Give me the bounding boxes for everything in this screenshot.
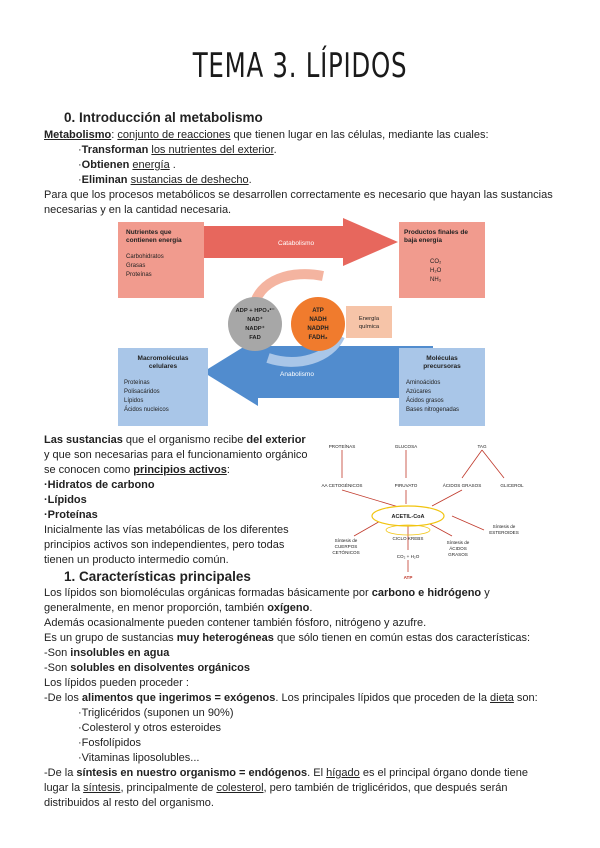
- s1-line-9: [44, 767, 528, 779]
- nutrients-title-1: Nutrientes que: [126, 229, 172, 236]
- fa-synth-3: GRASOS: [448, 552, 468, 557]
- high-energy-item: ATP: [312, 308, 324, 314]
- low-energy-item: FAD: [249, 335, 261, 341]
- bold-text: muy heterogéneas: [176, 632, 274, 644]
- product-item: CO₂: [430, 259, 442, 265]
- nutrient-item: Proteínas: [126, 272, 152, 278]
- underline-text: dieta: [490, 692, 514, 704]
- ketone-synth-1: Síntesis de: [334, 538, 358, 543]
- bullet: ·: [78, 174, 82, 186]
- text: y: [481, 587, 490, 599]
- nutrient-item: Carbohidratos: [126, 254, 164, 260]
- high-energy-item: NADPH: [307, 326, 329, 332]
- underline-text: síntesis: [83, 782, 121, 794]
- high-energy-circle: [291, 297, 345, 351]
- lipid-list-item: ·Colesterol y otros esteroides: [78, 722, 222, 734]
- pathway-line-1: Inicialmente las vías metabólicas de los diferentes: [44, 524, 289, 536]
- steroid-synth-2: ESTEROIDES: [489, 530, 519, 535]
- fa-synth-1: Síntesis de: [446, 540, 470, 545]
- node-tag: TAG: [477, 444, 487, 449]
- principle-item: ·Hidratos de carbono: [44, 479, 155, 491]
- product-item: H₂O: [430, 268, 442, 274]
- macro-item: Proteínas: [124, 380, 150, 386]
- acetyl-coa-diagram: [312, 440, 552, 582]
- section-0-heading: 0. Introducción al metabolismo: [64, 110, 263, 125]
- s1-line-5: [44, 647, 169, 659]
- text: generalmente, en menor proporción, también: [44, 602, 268, 614]
- list-item: [78, 144, 277, 156]
- bold-text: Las sustancias: [44, 434, 123, 446]
- text: -De los: [44, 692, 82, 704]
- list-item: [78, 174, 252, 186]
- item-bold: Eliminan: [81, 174, 128, 186]
- text: , pero también de triglicéridos, que después serán: [263, 782, 508, 794]
- node-pyruvate: PIRUVATO: [394, 483, 418, 488]
- text: Los lípidos son biomoléculas orgánicas formadas básicamente por: [44, 587, 372, 599]
- principle-item: ·Proteínas: [44, 509, 98, 521]
- item-end: .: [169, 159, 176, 171]
- bullet: ·: [78, 144, 82, 156]
- precursor-title-2: precursoras: [423, 363, 461, 370]
- item-underline: energía: [132, 159, 170, 171]
- bold-text: carbono e hidrógeno: [371, 587, 482, 599]
- node-acetyl-coa: ACETIL-CoA: [391, 514, 425, 520]
- bold-text: del exterior: [246, 434, 306, 446]
- chemical-energy-box: [346, 306, 392, 338]
- metabolism-diagram: [118, 218, 504, 428]
- substances-line-3: [44, 464, 230, 476]
- text: -Son: [44, 647, 71, 659]
- text: son:: [513, 692, 538, 704]
- nutrients-title-2: contienen energía: [126, 237, 182, 244]
- arrow: [432, 490, 462, 506]
- text: lugar la: [44, 782, 84, 794]
- page-title: TEMA 3. LÍPIDOS: [192, 46, 408, 86]
- high-energy-item: FADH₂: [308, 335, 328, 341]
- metabolism-definition: [44, 129, 489, 141]
- macro-title-2: celulares: [148, 363, 178, 370]
- text: . El: [307, 767, 327, 779]
- bold-underline-text: principios activos: [133, 464, 227, 476]
- s1-line-1: [44, 587, 490, 599]
- catabolism-label: Catabolismo: [278, 240, 315, 247]
- list-item: [78, 159, 176, 171]
- item-bold: Obtienen: [81, 159, 130, 171]
- steroid-synth-1: Síntesis de: [492, 524, 516, 529]
- s1-line-2: [44, 602, 312, 614]
- chem-energy-1: Energía: [358, 316, 380, 322]
- text: . Los principales lípidos que proceden de la: [275, 692, 491, 704]
- arrow: [452, 516, 484, 530]
- s1-line-7: Los lípidos pueden proceder :: [44, 677, 189, 689]
- node-krebs: CICLO KREBS: [392, 536, 424, 541]
- macro-title-1: Macromoléculas: [137, 355, 189, 362]
- metab-def: conjunto de reacciones: [117, 129, 231, 141]
- arrow: [354, 520, 382, 536]
- node-atp: ATP: [403, 575, 413, 580]
- macro-item: Polisacáridos: [124, 389, 160, 395]
- products-title-2: baja energía: [404, 237, 442, 244]
- lipid-list-item: ·Triglicéridos (suponen un 90%): [78, 707, 234, 719]
- products-title-1: Productos finales de: [404, 229, 468, 236]
- lipid-list-item: ·Vitaminas liposolubles...: [78, 752, 200, 764]
- text: que sólo tienen en común estas dos características:: [273, 632, 531, 644]
- bold-text: solubles en disolventes orgánicos: [70, 662, 251, 674]
- item-end: .: [248, 174, 252, 186]
- macro-item: Lípidos: [124, 398, 144, 404]
- ketone-synth-2: CUERPOS: [334, 544, 358, 549]
- anabolism-label: Anabolismo: [280, 371, 314, 378]
- bold-text: síntesis en nuestro organismo = endógenos: [76, 767, 308, 779]
- arrow: [462, 450, 482, 478]
- arrow: [342, 490, 402, 508]
- metab-term: Metabolismo: [44, 129, 112, 141]
- low-energy-item: NADP⁺: [245, 326, 265, 332]
- bold-text: oxígeno: [267, 602, 310, 614]
- text: es el principal órgano donde tiene: [359, 767, 528, 779]
- text: se conocen como: [44, 464, 134, 476]
- low-energy-circle: [228, 297, 282, 351]
- bold-text: alimentos que ingerimos = exógenos: [81, 692, 276, 704]
- s1-line-10: [44, 782, 508, 794]
- product-item: NH₃: [430, 277, 442, 283]
- node-proteins: PROTEÍNAS: [328, 444, 356, 449]
- fa-synth-2: ÁCIDOS: [449, 546, 467, 551]
- precursor-item: Azúcares: [406, 389, 432, 395]
- bold-text: insolubles en agua: [70, 647, 170, 659]
- item-underline: los nutrientes del exterior: [151, 144, 274, 156]
- ketone-synth-3: CETÓNICOS: [332, 550, 360, 555]
- text: Es un grupo de sustancias: [44, 632, 177, 644]
- arrow: [482, 450, 504, 478]
- precursor-item: Ácidos grasos: [406, 398, 444, 404]
- metab-rest: que tienen lugar en las células, mediante las cuales:: [230, 129, 489, 141]
- underline-text: hígado: [326, 767, 360, 779]
- s1-line-6: [44, 662, 250, 674]
- s1-line-11: distribuidos al resto del organismo.: [44, 797, 214, 809]
- text: .: [309, 602, 313, 614]
- high-energy-item: NADH: [309, 317, 327, 323]
- macro-item: Ácidos nucleicos: [124, 407, 169, 413]
- lipid-list-item: ·Fosfolípidos: [78, 737, 141, 749]
- intro-paragraph-line-2: necesarias y en la cantidad necesaria.: [44, 204, 232, 216]
- pathway-line-2: principios activos son independientes, pero todas: [44, 539, 285, 551]
- s1-line-4: [44, 632, 530, 644]
- node-glycerol: GLICEROL: [500, 483, 524, 488]
- principle-item: ·Lípidos: [44, 494, 87, 506]
- pathway-line-3: tienen un producto intermedio común.: [44, 554, 229, 566]
- s1-line-8: [44, 692, 538, 704]
- text: -Son: [44, 662, 71, 674]
- node-glucose: GLUCOSA: [394, 444, 418, 449]
- arrow: [430, 524, 452, 536]
- intro-paragraph-line-1: Para que los procesos metabólicos se desarrollen correctamente es necesario que hayan las sustancias: [44, 189, 553, 201]
- substances-line-1: [44, 434, 306, 446]
- low-energy-item: NAD⁺: [247, 317, 263, 323]
- item-bold: Transforman: [81, 144, 149, 156]
- text: , principalmente de: [120, 782, 217, 794]
- underline-text: colesterol: [216, 782, 264, 794]
- substances-line-2: y que son necesarias para el funcionamiento orgánico: [44, 449, 308, 461]
- precursor-item: Aminoácidos: [406, 380, 441, 386]
- s1-line-3: Además ocasionalmente pueden contener también fósforo, nitrógeno y azufre.: [44, 617, 427, 629]
- nutrient-item: Grasas: [126, 263, 146, 269]
- low-energy-item: ADP + HPO₄²⁻: [235, 308, 275, 314]
- chem-energy-2: química: [358, 324, 380, 330]
- item-underline: sustancias de deshecho: [130, 174, 249, 186]
- section-1-heading: 1. Características principales: [64, 569, 251, 584]
- text: -De la: [44, 767, 77, 779]
- precursor-title-1: Moléculas: [426, 355, 458, 362]
- node-co2-h2o: CO₂ + H₂O: [396, 554, 420, 559]
- item-end: .: [273, 144, 277, 156]
- text: :: [226, 464, 230, 476]
- precursor-item: Bases nitrogenadas: [406, 407, 460, 413]
- node-aa-ketogenic: AA CETOGÉNICOS: [321, 483, 363, 488]
- bullet: ·: [78, 159, 82, 171]
- node-fatty-acids: ÁCIDOS GRASOS: [442, 483, 482, 488]
- metab-sep: :: [111, 129, 118, 141]
- text: que el organismo recibe: [122, 434, 247, 446]
